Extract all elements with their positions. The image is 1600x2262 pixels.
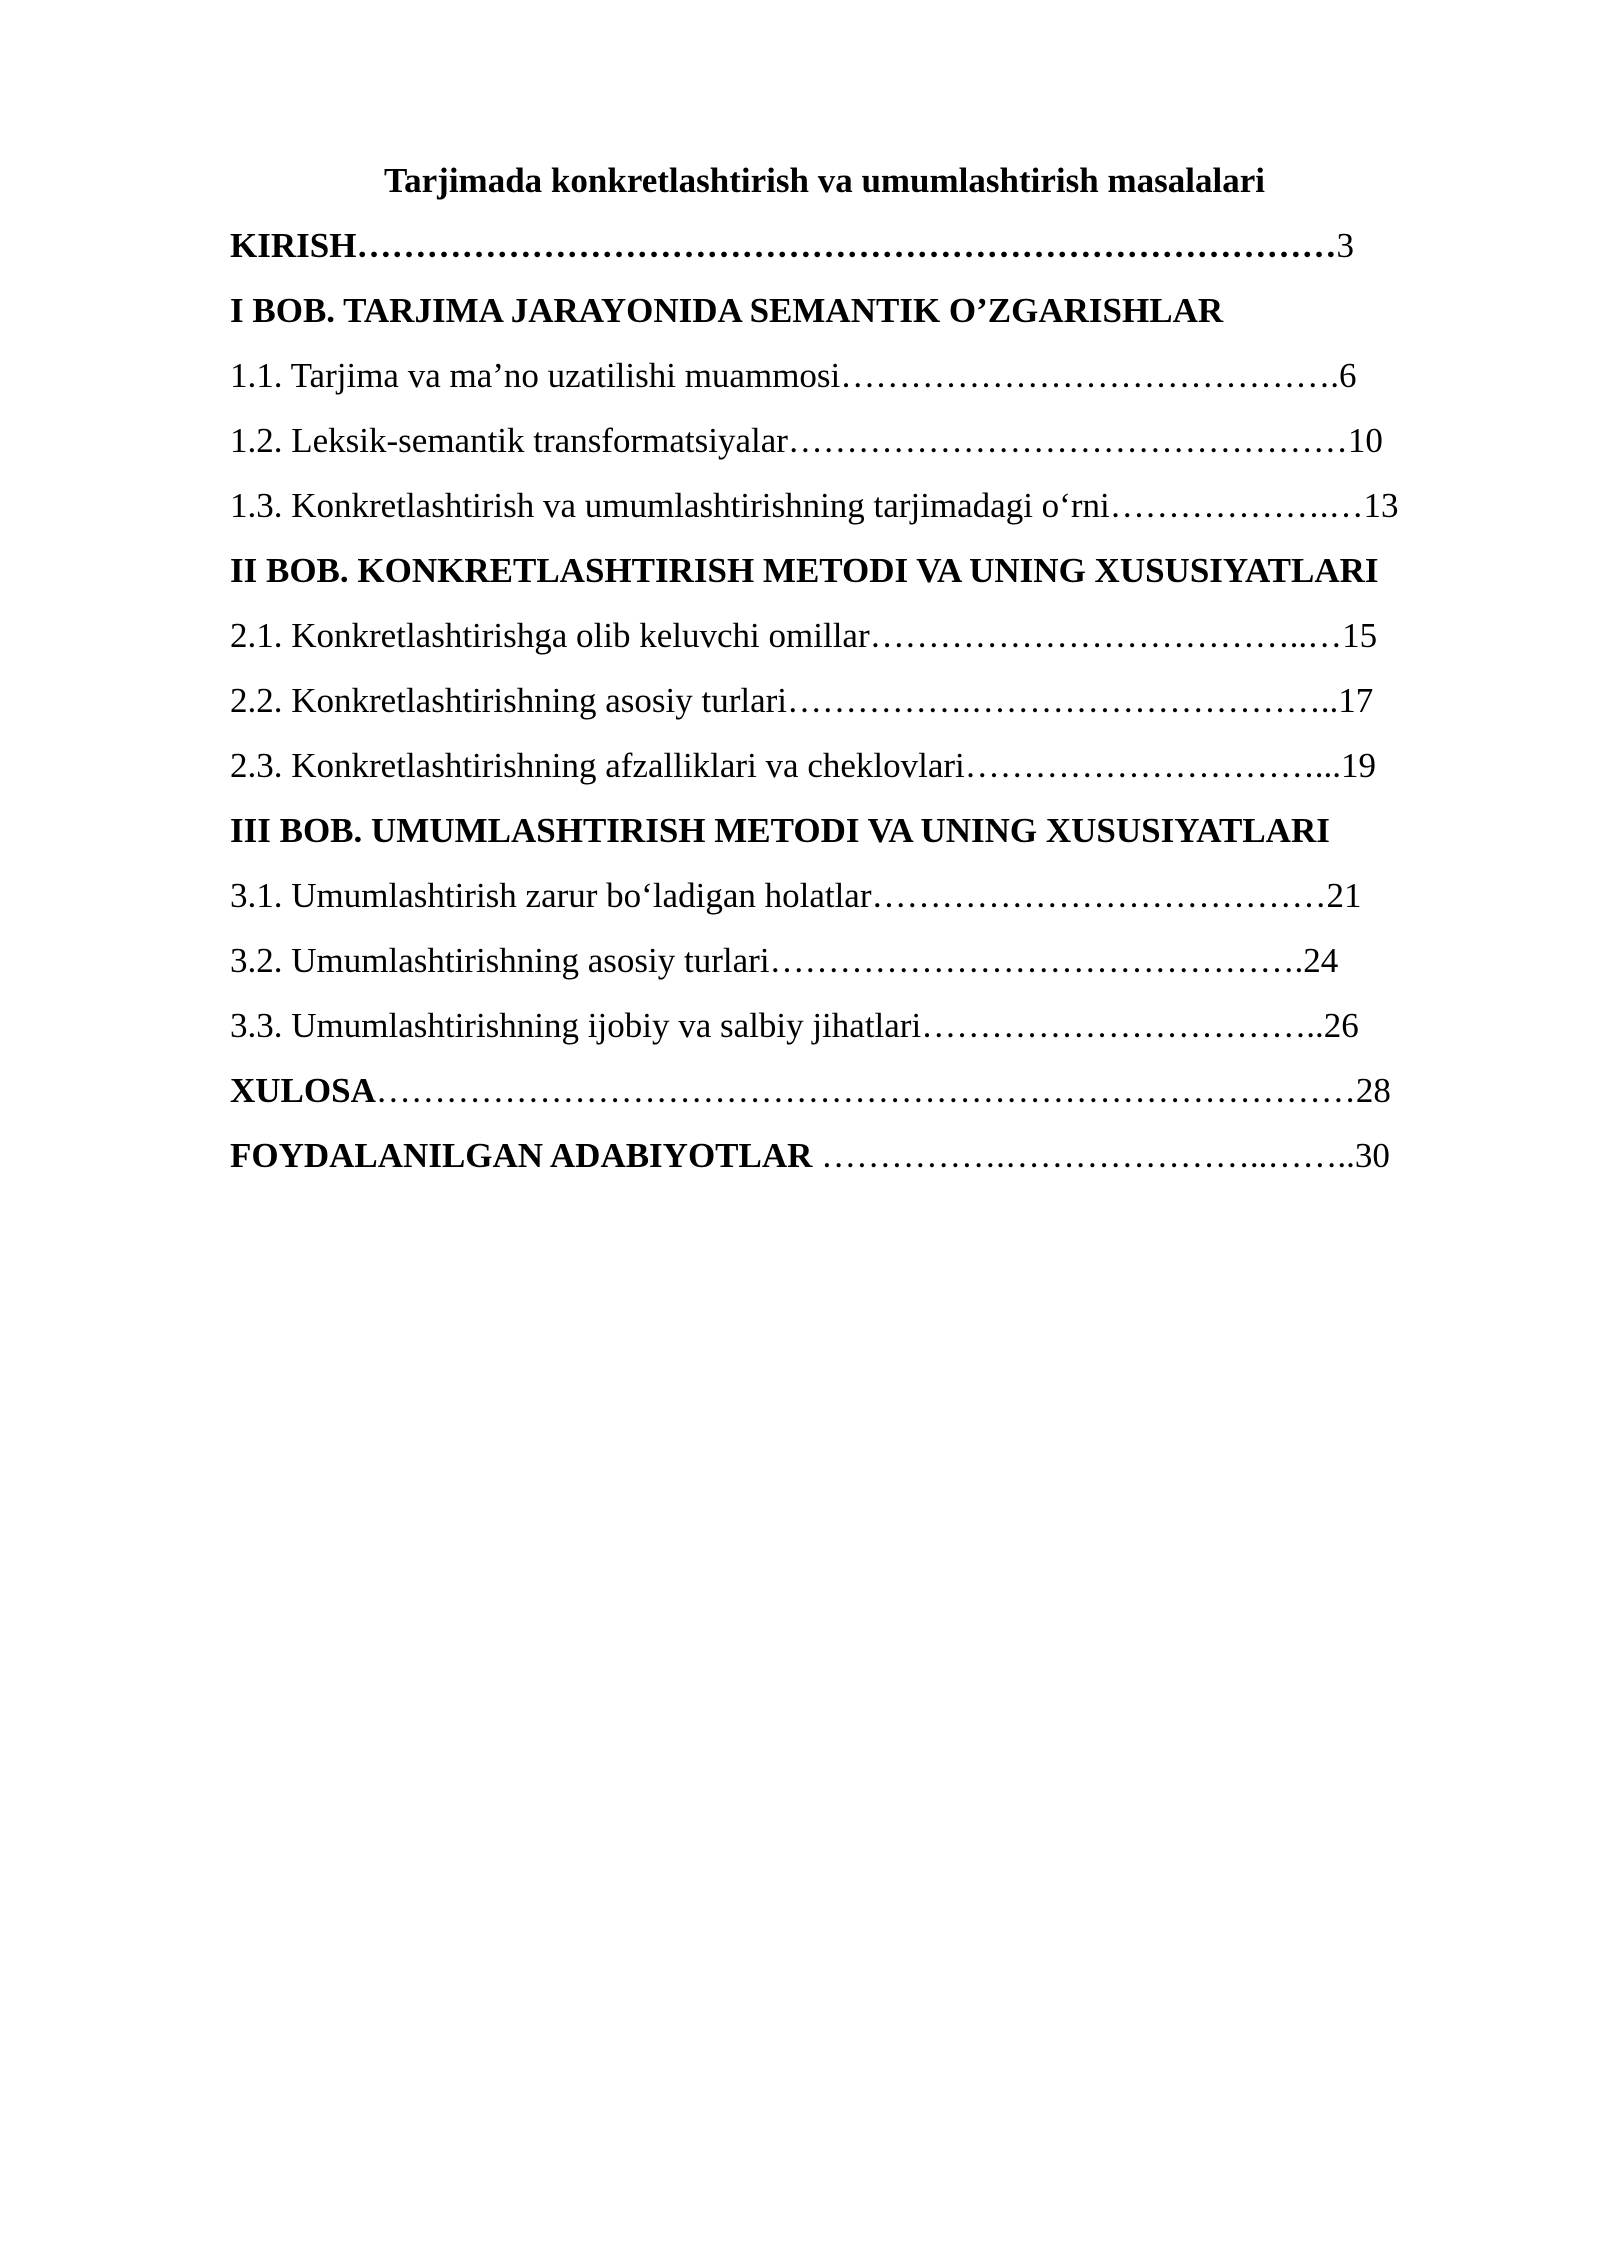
toc-page-number: 10: [1347, 421, 1383, 460]
toc-page-number: 15: [1342, 616, 1378, 655]
table-of-contents: [230, 148, 1500, 1188]
toc-chapter-3: [230, 798, 1500, 863]
toc-entry-1-1: [230, 343, 1500, 408]
toc-title: Tarjimada konkretlashtirish va umumlashtirish masalalari: [384, 161, 1265, 200]
toc-leader: …………………………………: [871, 876, 1327, 915]
toc-entry-text: 2.1. Konkretlashtirishga olib keluvchi omillar: [230, 616, 870, 655]
toc-leader: …………………………………………: [787, 421, 1348, 460]
toc-entry-text: 3.3. Umumlashtirishning ijobiy va salbiy jihatlari: [230, 1006, 922, 1045]
toc-entry-text: KIRISH: [230, 226, 357, 265]
toc-entry-text: XULOSA: [230, 1071, 376, 1110]
toc-page-number: 30: [1354, 1136, 1390, 1175]
toc-entry-3-3: [230, 993, 1500, 1058]
toc-page-number: 26: [1323, 1006, 1359, 1045]
toc-leader: ……………….…: [1109, 486, 1364, 525]
toc-chapter-1: [230, 278, 1500, 343]
toc-entry-adabiyotlar: [230, 1123, 1500, 1188]
toc-page-number: 28: [1355, 1071, 1391, 1110]
toc-page-number: 3: [1336, 226, 1354, 265]
toc-entry-text: 1.3. Konkretlashtirish va umumlashtirishning tarjimadagi o‘rni: [230, 486, 1110, 525]
toc-entry-text: I BOB. TARJIMA JARAYONIDA SEMANTIK O’ZGARISHLAR: [230, 291, 1224, 330]
toc-page-number: 6: [1339, 356, 1357, 395]
toc-leader: …………….…………………………..: [787, 681, 1339, 720]
toc-leader: …………….…………………..……..: [821, 1136, 1355, 1175]
toc-entry-text: 1.2. Leksik-semantik transformatsiyalar: [230, 421, 788, 460]
toc-entry-text: 2.2. Konkretlashtirishning asosiy turlari: [230, 681, 788, 720]
toc-entry-xulosa: [230, 1058, 1500, 1123]
toc-leader: …………………………...: [964, 746, 1342, 785]
toc-entry-text: II BOB. KONKRETLASHTIRISH METODI VA UNING XUSUSIYATLARI: [230, 551, 1379, 590]
toc-page-number: 13: [1363, 486, 1399, 525]
toc-entry-text: 3.2. Umumlashtirishning asosiy turlari: [230, 941, 770, 980]
toc-page-number: 19: [1341, 746, 1377, 785]
toc-page-number: 21: [1326, 876, 1362, 915]
toc-leader: ………………………………..…: [869, 616, 1343, 655]
toc-entry-text: FOYDALANILGAN ADABIYOTLAR: [230, 1136, 822, 1175]
toc-entry-text: III BOB. UMUMLASHTIRISH METODI VA UNING XUSUSIYATLARI: [230, 811, 1330, 850]
toc-entry-1-2: [230, 408, 1500, 473]
toc-entry-1-3: [230, 473, 1500, 538]
toc-leader: …………………………………………………………………………: [375, 1071, 1356, 1110]
toc-entry-2-1: [230, 603, 1500, 668]
toc-entry-text: 2.3. Konkretlashtirishning afzalliklari va cheklovlari: [230, 746, 965, 785]
toc-entry-kirish: [230, 213, 1500, 278]
toc-leader: ……………………………………….: [769, 941, 1304, 980]
toc-leader: …………………………………….: [840, 356, 1340, 395]
toc-entry-2-3: [230, 733, 1500, 798]
toc-entry-text: 1.1. Tarjima va ma’no uzatilishi muammosi: [230, 356, 841, 395]
toc-chapter-2: [230, 538, 1500, 603]
toc-page-number: 17: [1338, 681, 1374, 720]
toc-entry-3-1: [230, 863, 1500, 928]
toc-leader: ……………………………..: [921, 1006, 1324, 1045]
toc-page-number: 24: [1303, 941, 1339, 980]
toc-entry-text: 3.1. Umumlashtirish zarur bo‘ladigan holatlar: [230, 876, 872, 915]
toc-leader: …………………………………………………………………………: [356, 226, 1337, 265]
toc-entry-3-2: [230, 928, 1500, 993]
toc-entry-2-2: [230, 668, 1500, 733]
